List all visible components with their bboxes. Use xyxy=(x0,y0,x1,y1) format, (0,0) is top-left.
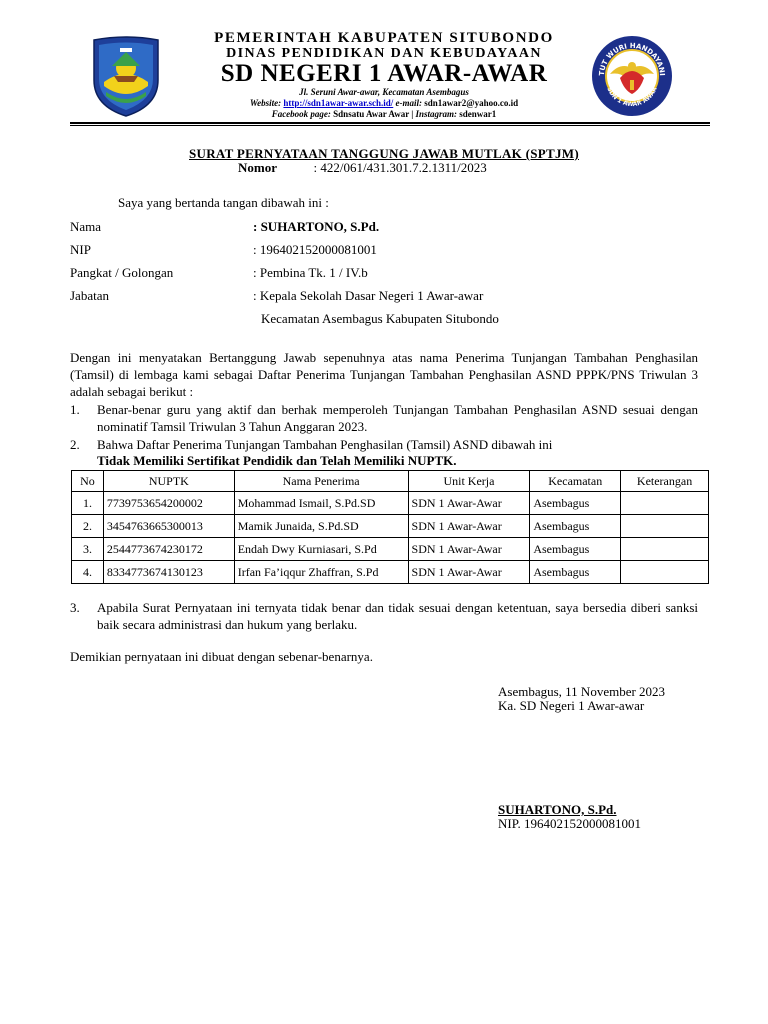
field-label-pangkat: Pangkat / Golongan xyxy=(70,265,174,280)
header-rule-thin xyxy=(70,125,710,126)
cell-keterangan xyxy=(621,561,709,584)
header-social: Facebook page: Sdnsatu Awar Awar | Instagram: sdenwar1 xyxy=(271,109,497,119)
cell-nuptk: 8334773674130123 xyxy=(103,561,234,584)
cell-kecamatan: Asembagus xyxy=(530,492,621,515)
field-value-jabatan-cont: Kecamatan Asembagus Kabupaten Situbondo xyxy=(261,311,499,326)
field-label-nip: NIP xyxy=(70,242,91,257)
cell-keterangan xyxy=(621,515,709,538)
cell-nama: Endah Dwy Kurniasari, S.Pd xyxy=(234,538,408,561)
cell-nuptk: 2544773674230172 xyxy=(103,538,234,561)
nomor-label: Nomor xyxy=(238,160,277,175)
cell-nama: Mamik Junaida, S.Pd.SD xyxy=(234,515,408,538)
signer-name: SUHARTONO, S.Pd. xyxy=(498,802,617,817)
col-header-keterangan: Keterangan xyxy=(621,471,709,492)
cell-unit: SDN 1 Awar-Awar xyxy=(408,492,530,515)
col-header-nuptk: NUPTK xyxy=(103,471,234,492)
table-row xyxy=(72,538,709,561)
header-department: DINAS PENDIDIKAN DAN KEBUDAYAAN xyxy=(226,46,542,61)
cell-kecamatan: Asembagus xyxy=(530,561,621,584)
cell-no: 1. xyxy=(72,492,104,515)
col-header-no: No xyxy=(72,471,104,492)
item-2-number: 2. xyxy=(70,437,80,452)
cell-nama: Mohammad Ismail, S.Pd.SD xyxy=(234,492,408,515)
facebook-label: Facebook page: xyxy=(271,109,331,119)
cell-no: 4. xyxy=(72,561,104,584)
table-row xyxy=(72,561,709,584)
signer-nip: NIP. 196402152000081001 xyxy=(498,816,642,831)
field-label-jabatan: Jabatan xyxy=(70,288,109,303)
cell-unit: SDN 1 Awar-Awar xyxy=(408,561,530,584)
header-rule-thick xyxy=(70,122,710,124)
cell-no: 3. xyxy=(72,538,104,561)
col-header-unit: Unit Kerja xyxy=(408,471,530,492)
field-value-jabatan: : Kepala Sekolah Dasar Negeri 1 Awar-awar xyxy=(253,288,484,303)
recipients-table xyxy=(71,470,709,584)
field-value-pangkat: : Pembina Tk. 1 / IV.b xyxy=(253,265,368,280)
logo-top-text: TUT WURI HANDAYANI xyxy=(597,41,667,77)
intro-text: Saya yang bertanda tangan dibawah ini : xyxy=(118,195,329,210)
table-row xyxy=(72,492,709,515)
item-3-number: 3. xyxy=(70,600,80,615)
item-3-text: Apabila Surat Pernyataan ini ternyata tidak benar dan tidak sesuai dengan ketentuan, saya bersedia diberi sanksi baik secara administrasi dan hukum yang berlaku. xyxy=(97,600,698,632)
col-header-nama: Nama Penerima xyxy=(234,471,408,492)
header-school-name: SD NEGERI 1 AWAR-AWAR xyxy=(220,60,548,87)
statement-paragraph: Dengan ini menyatakan Bertanggung Jawab sepenuhnya atas nama Penerima Tunjangan Tambahan Penghasilan (Tamsil) di lembaga kami sebagai Daftar Penerima Tunjangan Tambahan Penghasilan ASND PPPK/PNS Triwulan 3 adalah sebagai berikut : xyxy=(70,350,698,399)
website-link[interactable]: http://sdn1awar-awar.sch.id/ xyxy=(283,98,394,108)
item-2-text: Bahwa Daftar Penerima Tunjangan Tambahan Penghasilan (Tamsil) ASND dibawah ini xyxy=(97,437,553,452)
letter-number xyxy=(238,160,487,176)
signer-position: Ka. SD Negeri 1 Awar-awar xyxy=(498,698,645,713)
website-label: Website: xyxy=(249,98,282,108)
cell-unit: SDN 1 Awar-Awar xyxy=(408,538,530,561)
table-header-row xyxy=(72,471,709,492)
col-header-kecamatan: Kecamatan xyxy=(530,471,621,492)
cell-kecamatan: Asembagus xyxy=(530,515,621,538)
item-1-number: 1. xyxy=(70,402,80,417)
header-address: Jl. Seruni Awar-awar, Kecamatan Asembagus xyxy=(299,87,469,97)
logo-bottom-text: SDN 1 AWAR AWAR xyxy=(605,86,659,109)
item-1-text: Benar-benar guru yang aktif dan berhak memperoleh Tunjangan Tambahan Penghasilan ASND sesuai dengan nominatif Tamsil Triwulan 3 Tahun Anggaran 2023. xyxy=(97,402,698,434)
instagram-label: Instagram: xyxy=(415,109,458,119)
letter-title: SURAT PERNYATAAN TANGGUNG JAWAB MUTLAK (SPTJM) xyxy=(189,146,579,161)
field-label-nama: Nama xyxy=(70,219,102,234)
email-label: e-mail: xyxy=(395,98,423,108)
header-government: PEMERINTAH KABUPATEN SITUBONDO xyxy=(214,30,554,46)
cell-kecamatan: Asembagus xyxy=(530,538,621,561)
header-contact xyxy=(0,98,768,108)
instagram-handle: sdenwar1 xyxy=(459,109,497,119)
closing-text: Demikian pernyataan ini dibuat dengan sebenar-benarnya. xyxy=(70,649,373,664)
cell-keterangan xyxy=(621,492,709,515)
nomor-value: : 422/061/431.301.7.2.1311/2023 xyxy=(313,160,487,175)
place-date: Asembagus, 11 November 2023 xyxy=(498,684,666,699)
facebook-page: Sdnsatu Awar Awar xyxy=(333,109,410,119)
cell-nuptk: 3454763665300013 xyxy=(103,515,234,538)
item-2-bold-text: Tidak Memiliki Sertifikat Pendidik dan Telah Memiliki NUPTK. xyxy=(97,453,457,468)
cell-nuptk: 7739753654200002 xyxy=(103,492,234,515)
table-row xyxy=(72,515,709,538)
cell-unit: SDN 1 Awar-Awar xyxy=(408,515,530,538)
cell-nama: Irfan Fa’iqqur Zhaffran, S.Pd xyxy=(234,561,408,584)
field-value-nip: : 196402152000081001 xyxy=(253,242,377,257)
cell-no: 2. xyxy=(72,515,104,538)
field-value-nama: : SUHARTONO, S.Pd. xyxy=(253,219,380,234)
email-address: sdn1awar2@yahoo.co.id xyxy=(424,98,519,108)
cell-keterangan xyxy=(621,538,709,561)
